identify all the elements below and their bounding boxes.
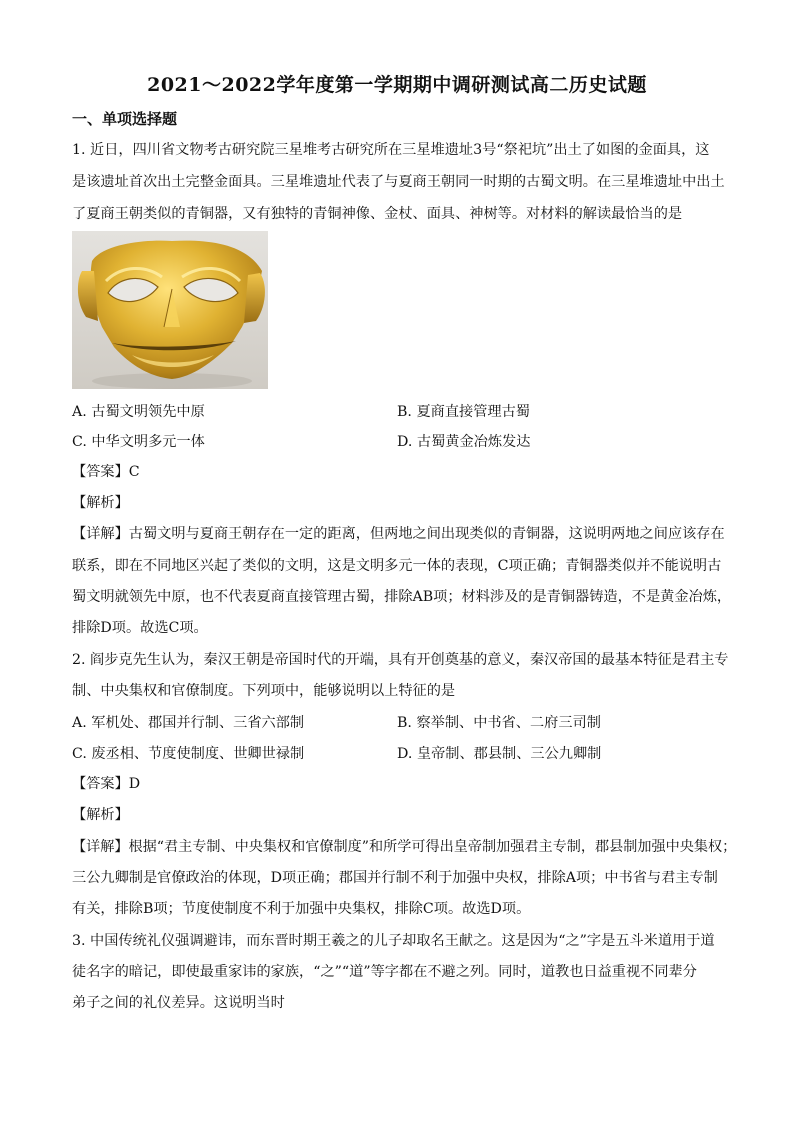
q2-line-1: 2. 阎步克先生认为，秦汉王朝是帝国时代的开端，具有开创奠基的意义，秦汉帝国的最基本特征是君主专	[72, 652, 729, 668]
q1-answer: 【答案】C	[72, 464, 140, 480]
q1-detail-line-4: 排除D项。故选C项。	[72, 620, 208, 636]
q1-option-c: C. 中华文明多元一体	[72, 434, 205, 450]
q2-answer: 【答案】D	[72, 776, 141, 792]
q2-detail-line-1: 【详解】根据“君主专制、中央集权和官僚制度”和所学可得出皇帝制加强君主专制，郡县制加强中央集权；	[72, 839, 737, 855]
q1-line-1: 1. 近日，四川省文物考古研究院三星堆考古研究所在三星堆遗址3号“祭祀坑”出土了如图的金面具，这	[72, 142, 710, 158]
q2-option-d: D. 皇帝制、郡县制、三公九卿制	[397, 746, 602, 762]
q1-option-d: D. 古蜀黄金冶炼发达	[397, 434, 531, 450]
q1-option-a: A. 古蜀文明领先中原	[72, 404, 205, 420]
q1-option-b: B. 夏商直接管理古蜀	[397, 404, 530, 420]
q1-detail-line-1: 【详解】古蜀文明与夏商王朝存在一定的距离，但两地之间出现类似的青铜器，这说明两地之间应该存在	[72, 526, 725, 542]
q1-detail-line-2: 联系，即在不同地区兴起了类似的文明，这是文明多元一体的表现，C项正确；青铜器类似并不能说明古	[72, 558, 722, 574]
q3-line-1: 3. 中国传统礼仪强调避讳，而东晋时期王羲之的儿子却取名王献之。这是因为“之”字是五斗米道用于道	[72, 933, 715, 949]
q2-analysis-label: 【解析】	[72, 807, 129, 823]
q3-line-2: 徒名字的暗记，即使最重家讳的家族，“之”“道”等字都在不避之列。同时，道教也日益重视不同辈分	[72, 964, 697, 980]
q2-line-2: 制、中央集权和官僚制度。下列项中，能够说明以上特征的是	[72, 683, 456, 699]
section-heading: 一、单项选择题	[72, 110, 178, 128]
q1-detail-line-3: 蜀文明就领先中原，也不代表夏商直接管理古蜀，排除AB项；材料涉及的是青铜器铸造，不是黄金冶炼，	[72, 589, 732, 605]
q1-line-2: 是该遗址首次出土完整金面具。三星堆遗址代表了与夏商王朝同一时期的古蜀文明。在三星堆遗址中出土	[72, 174, 725, 190]
q1-analysis-label: 【解析】	[72, 495, 129, 511]
q2-option-b: B. 察举制、中书省、二府三司制	[397, 715, 601, 731]
q2-option-c: C. 废丞相、节度使制度、世卿世禄制	[72, 746, 305, 762]
page-title: 2021～2022学年度第一学期期中调研测试高二历史试题	[147, 74, 647, 96]
q3-line-3: 弟子之间的礼仪差异。这说明当时	[72, 995, 285, 1011]
q2-detail-line-2: 三公九卿制是官僚政治的体现，D项正确；郡国并行制不利于加强中央权，排除A项；中书省与君主专制	[72, 870, 718, 886]
q1-line-3: 了夏商王朝类似的青铜器，又有独特的青铜神像、金杖、面具、神树等。对材料的解读最恰当的是	[72, 206, 683, 222]
q2-option-a: A. 军机处、郡国并行制、三省六部制	[72, 715, 305, 731]
golden-mask-image	[72, 231, 268, 389]
q2-detail-line-3: 有关，排除B项；节度使制度不利于加强中央集权，排除C项。故选D项。	[72, 901, 531, 917]
